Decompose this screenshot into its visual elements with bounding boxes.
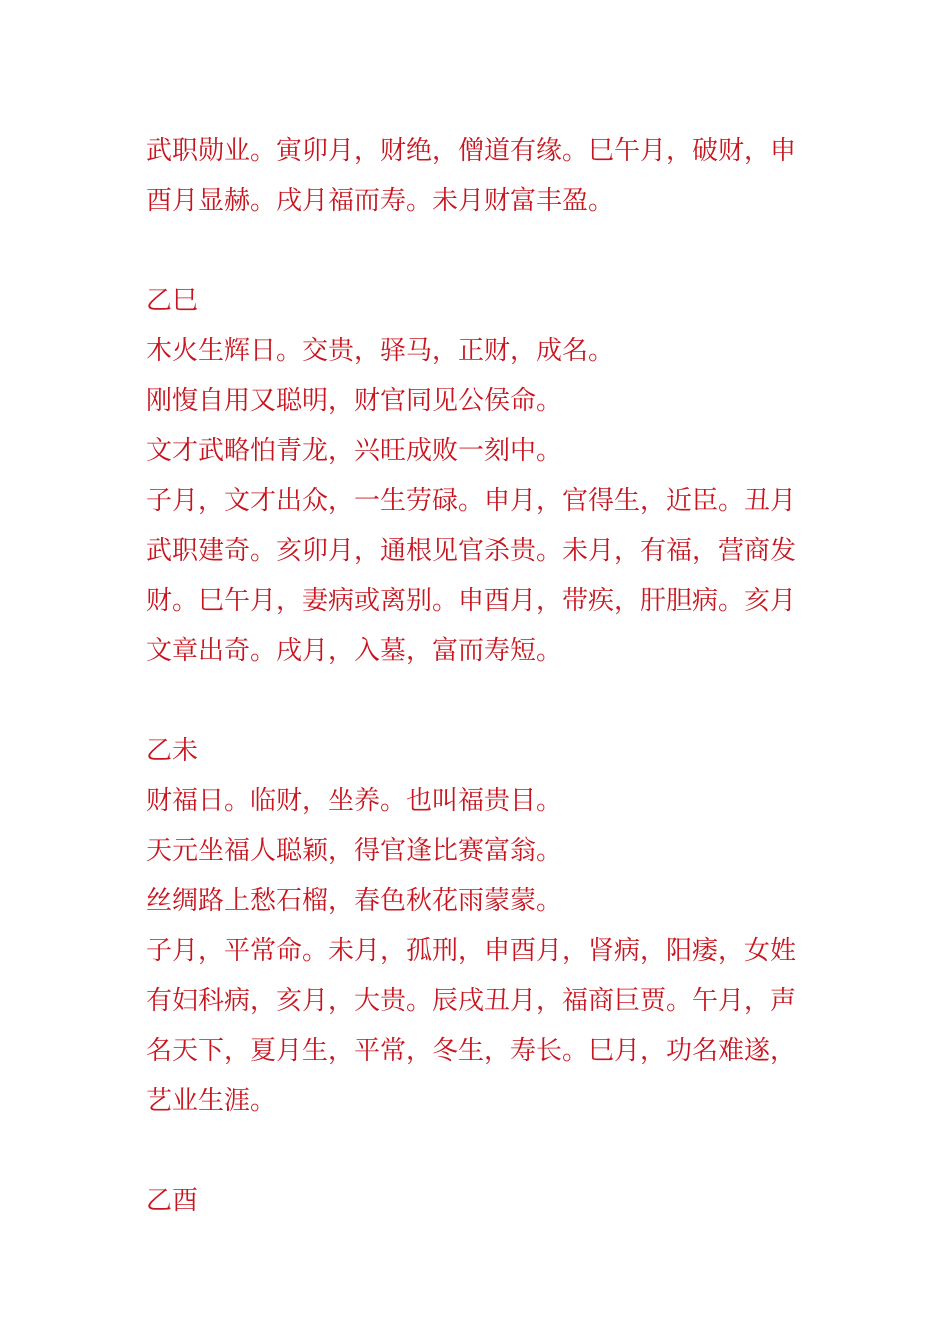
text-line: 艺业生涯。 xyxy=(146,1086,277,1116)
text-line: 酉月显赫。戌月福而寿。未月财富丰盈。 xyxy=(146,186,615,216)
section-yi-you xyxy=(146,1176,811,1226)
paragraph-gap xyxy=(146,1126,811,1176)
text-line: 天元坐福人聪颖，得官逢比赛富翁。 xyxy=(146,836,563,866)
text-line: 名天下，夏月生，平常，冬生，寿长。巳月，功名难遂， xyxy=(146,1036,797,1066)
document-page xyxy=(146,126,811,1226)
text-line: 木火生辉日。交贵，驿马，正财，成名。 xyxy=(146,336,615,366)
text-line: 丝绸路上愁石榴，春色秋花雨蒙蒙。 xyxy=(146,886,563,916)
section-yi-si xyxy=(146,276,811,676)
paragraph-gap xyxy=(146,676,811,726)
text-line: 子月，文才出众，一生劳碌。申月，官得生，近臣。丑月 xyxy=(146,486,797,516)
paragraph-gap xyxy=(146,226,811,276)
section-heading: 乙酉 xyxy=(146,1186,199,1216)
text-line: 有妇科病，亥月，大贵。辰戌丑月，福商巨贾。午月，声 xyxy=(146,986,797,1016)
section-heading: 乙巳 xyxy=(146,286,199,316)
text-line: 武职建奇。亥卯月，通根见官杀贵。未月，有福，营商发 xyxy=(146,536,797,566)
text-line: 财。巳午月，妻病或离别。申酉月，带疾，肝胆病。亥月 xyxy=(146,586,797,616)
text-line: 刚愎自用又聪明，财官同见公侯命。 xyxy=(146,386,563,416)
section-yi-wei xyxy=(146,726,811,1126)
text-line: 文才武略怕青龙，兴旺成败一刻中。 xyxy=(146,436,563,466)
text-line: 武职勋业。寅卯月，财绝，僧道有缘。巳午月，破财，申 xyxy=(146,136,797,166)
text-line: 子月，平常命。未月，孤刑，申酉月，肾病，阳痿，女姓 xyxy=(146,936,797,966)
text-line: 文章出奇。戌月，入墓，富而寿短。 xyxy=(146,636,563,666)
text-line: 财福日。临财，坐养。也叫福贵目。 xyxy=(146,786,563,816)
section-heading: 乙未 xyxy=(146,736,199,766)
section-continuation xyxy=(146,126,811,226)
